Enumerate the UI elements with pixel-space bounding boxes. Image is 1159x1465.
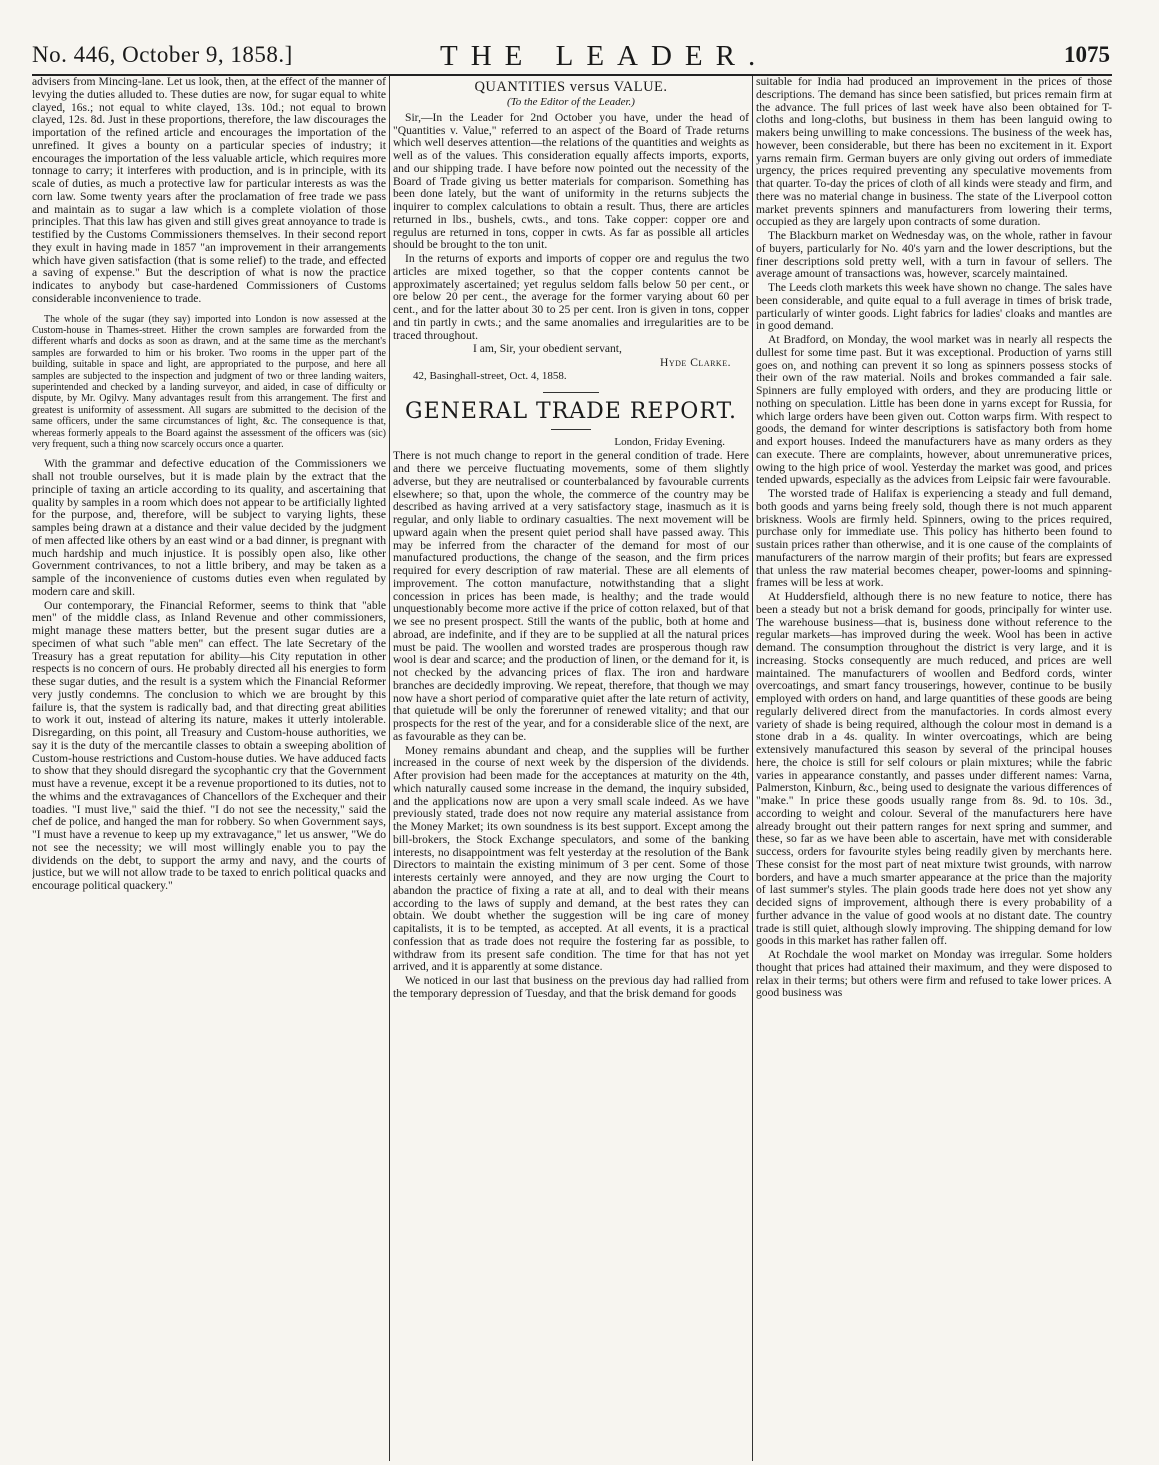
page-number: 1075 [1064, 42, 1110, 67]
letter-closing: I am, Sir, your obedient servant, [473, 342, 622, 356]
masthead [30, 40, 1110, 74]
paragraph: At Huddersfield, although there is no new feature to notice, there has been a steady but not a brisk demand for goods, principally for winter use. The warehouse business—that is, business done without reference to the regular markets—has improved during the week. Wool has been in active demand. The consumption throughout the district is very large, and it is increasing. Stocks consequently are much reduced, and prices are well maintained. The manufacturers of woollen and Bedford cords, winter overcoatings, and smart fancy trouserings, however, continue to be busily employed with orders on hand, and large quantities of these goods are being regularly delivered direct from the manufactories. In cords almost every variety of shade is being required, although the colour most in demand is a stone drab in a 4s. quality. In winter overcoatings, which are being extensively manufactured this season by several of the principal houses here, the choice is still for self colours or plain mixtures; while the fabric varies in appearance constantly, and passes under different names: Varna, Palmerston, Kinburn, &c., being used to designate the various differences of "make." In price these goods usually range from 8s. 9d. to 10s. 3d., according to weight and colour. Several of the manufacturers here have already brought out their pattern ranges for next spring and summer, and these, so far as we have been able to ascertain, have met with considerable success, orders for favourite styles being readily given by merchants here. These consist for the most part of neat mixture twist grounds, with narrow borders, and have a much smarter appearance at the price than the majority of last summer's styles. The plain goods trade here does not yet show any decided signs of improvement, although there is every probability of a further advance in the value of good wools at no distant date. The country trade is still quiet, although slowly improving. The shipping demand for low goods in this market has rather fallen off. [756, 590, 1112, 948]
paragraph: There is not much change to report in the general condition of trade. Here and there we perceive fluctuating movements, some of them slightly adverse, but they are neutralised or counterbalanced by favourable currents elsewhere; so that, upon the whole, the commerce of the country may be described as having arrived at a very satisfactory stage, inasmuch as it is regular, and only liable to ordinary casualties. The next movement will be upward again when the present quiet period shall have passed away. This may be inferred from the character of the demand for most of our manufactured productions, the change of the season, and the firm prices required for every description of raw material. These are all elements of improvement. The cotton manufacture, notwithstanding that a slight concession in prices has been made, is healthy; and the trade would unquestionably become more active if the price of cotton relaxed, but of that we see no present prospect. Still the wants of the public, both at home and abroad, are indefinite, and if they are to be supplied at all the natural prices must be paid. The woollen and worsted trades are prosperous though raw wool is dear and scarce; and the production of linen, or the demand for it, is not checked by the advancing prices of flax. The iron and hardware branches are decidedly improving. We repeat, therefore, that though we may now have a short period of comparative quiet after the late return of activity, that quietude will be only the forerunner of renewed vitality; and that our prospects for the rest of the year, and for a considerable slice of the next, are as favourable as they can be. [393, 449, 749, 743]
section-heading: GENERAL TRADE REPORT. [405, 398, 737, 424]
newspaper-title: THE LEADER. [440, 40, 769, 72]
column-divider [389, 76, 390, 1461]
column-1 [32, 76, 386, 1461]
paragraph: The worsted trade of Halifax is experiencing a steady and full demand, both goods and yarns being freely sold, though there is not much apparent briskness. Wools are firmly held. Spinners, owing to the prices required, purchase only for immediate use. This policy has hitherto been found to sustain prices rather than otherwise, and it is one cause of the complaints of manufacturers of the narrow margin of their profits; but fears are expressed that unless the raw material becomes cheaper, power-looms and spinning-frames will be less at work. [756, 487, 1112, 590]
paragraph: The Leeds cloth markets this week have shown no change. The sales have been considerable, and quite equal to a full average in times of brisk trade, particularly of winter goods. Light fabrics for ladies' cloaks and mantles are in good demand. [756, 281, 1112, 333]
paragraph: At Bradford, on Monday, the wool market was in nearly all respects the dullest for some time past. But it was exceptional. Production of yarns still goes on, and nothing can prevent it so long as spinners possess stocks of their own of the raw material. Noils and brokes commanded a fair sale. Spinners are fully employed with orders, and they are producing little or nothing on speculation. Little has been done in yarns except for Russia, for which large orders have been given out. Cotton warps firm. With respect to goods, the demand for winter descriptions is satisfactory both from home and export houses. Indeed the manufacturers have as many orders as they can execute. There are complaints, however, about unremunerative prices, owing to the high price of wool. Yesterday the market was good, and prices tended upwards, especially as the advices from Leipsic fair were favourable. [756, 333, 1112, 487]
section-separator [543, 392, 599, 393]
paragraph: suitable for India had produced an improvement in the prices of those descriptions. The demand has since been satisfied, but prices remain firm at the advance. The full prices of last week have also been obtained for T-cloths and long-cloths, but business in them has been languid owing to makers being unwilling to make concessions. The business of the week has, however, been considerable, but there has been no excitement in it. Export yarns remain firm. German buyers are only giving out orders of immediate urgency, the prices required preventing any speculative movements from that quarter. To-day the prices of cloth of all kinds were steady and firm, and there was no material change in business. The state of the Liverpool cotton market prevents spinners and manufacturers from lowering their terms, occupied as they are largely upon contracts of some duration. [756, 76, 1112, 229]
letter-address: 42, Basinghall-street, Oct. 4, 1858. [413, 369, 567, 382]
paragraph: At Rochdale the wool market on Monday was irregular. Some holders thought that prices had attained their maximum, and they were disposed to relax in their terms; but others were firm and refused to take lower prices. A good business was [756, 948, 1112, 1000]
column-3 [756, 76, 1112, 1461]
paragraph: Sir,—In the Leader for 2nd October you have, under the head of "Quantities v. Value," referred to an aspect of the Board of Trade returns which well deserves attention—the relations of the quantities and weights as well as of the values. This consideration equally affects imports, exports, and our shipping trade. I have before now pointed out the necessity of the Board of Trade giving us better materials for comparison. Something has been done lately, but the want of uniformity in the returns subjects the inquirer to complex calculations to obtain a result. Thus, there are articles returned in lbs., bushels, cwts., and tons. Take copper: copper ore and regulus are returned in tons, copper in cwts. As far as possible all articles should be brought to the ton unit. [393, 110, 749, 252]
quoted-extract: The whole of the sugar (they say) imported into London is now assessed at the Custom-house in Thames-street. Hither the crown samples are forwarded from the different wharfs and docks as soon as drawn, and at the same time as the merchant's samples are forwarded to him or his broker. Two rooms in the upper part of the building, suitable in space and light, are appropriated to the purpose, and here all samples are subjected to the inspection and judgment of two or three landing waiters, superintended and checked by a landing surveyor, and aided, in case of difficulty or dispute, by Mr. Ogilvy. Many advantages result from this arrangement. The first and greatest is uniformity of assessment. All sugars are submitted to the decision of the same officers, under the same circumstances of light, &c. The consequence is that, whereas formerly appeals to the Board against the assessment of the officers was (sic) very frequent, such a thing now scarcely occurs once a quarter. [32, 313, 386, 450]
paragraph: Money remains abundant and cheap, and the supplies will be further increased in the course of next week by the dispersion of the dividends. After provision had been made for the acceptances at maturity on the 4th, which naturally caused some increase in the demand, the inquiry subsided, and the applications now are upon a very small scale indeed. As we have previously stated, trade does not now require any material assistance from the Money Market; its own soundness is its best support. Except among the bill-brokers, the Stock Exchange speculators, and some of the banking interests, no disappointment was felt yesterday at the resolution of the Bank Directors to maintain the existing minimum of 3 per cent. Some of those interests certainly were annoyed, and they are now urging the Court to abandon the practice of fixing a rate at all, and to deal with their means according to the laws of supply and demand, at the best rates they can obtain. We doubt whether the suggestion will be ing care of money capitalists, it is to be tempted, as accepted. At all events, it is a practical confession that as trade does not require the fostering far as possible, to withdraw from its present safe condition. The time for that has not yet arrived, and it is apparently at some distance. [393, 743, 749, 974]
dateline: London, Friday Evening. [614, 435, 725, 448]
heading-rule [551, 429, 591, 430]
article-heading: QUANTITIES versus VALUE. [474, 79, 668, 95]
paragraph: We noticed in our last that business on the previous day had rallied from the temporary depression of Tuesday, and that the brisk demand for goods [393, 974, 749, 1000]
letter-signature: Hyde Clarke. [659, 356, 731, 369]
paragraph: In the returns of exports and imports of copper ore and regulus the two articles are mixed together, so that the copper contents cannot be approximately ascertained; yet regulus seldom falls below 50 per cent., or ore below 20 per cent., the average for the former varying about 60 per cent., and for the latter about 30 to 25 per cent. Iron is given in tons, copper and tin partly in cwts.; and the same anomalies and irregularities are to be traced throughout. [393, 252, 749, 342]
paragraph: Our contemporary, the Financial Reformer, seems to think that "able men" of the middle class, as Inland Revenue and other commissioners, might manage these matters better, but the present sugar duties are a specimen of what such "able men" can effect. The late Secretary of the Treasury has a great reputation for ability—his City reputation in other respects is no concern of ours. He probably directed all his energies to form these sugar duties, and the result is a system which the Financial Reformer very justly condemns. The conclusion to which we are brought by this failure is, that the system is radically bad, and that directing great abilities to work it out, instead of altering its nature, makes it utterly intolerable. Disregarding, on this point, all Treasury and Custom-house authorities, we say it is the duty of the mercantile classes to obtain a sweeping abolition of Custom-house restrictions and Custom-house duties. We have adduced facts to show that they should disregard the sycophantic cry that the Government must have a revenue, except it be a revenue proportioned to its duties, not to the whims and the extravagances of Chancellors of the Exchequer and their toadies. "I must live," said the thief. "I do not see the necessity," said the chef de police, and hanged the man for robbery. So when Government says, "I must have a revenue to keep up my extravagance," let us answer, "We do not see the necessity; we will most willingly enable you to pay the dividends on the debt, to support the army and navy, and the courts of justice, but we will not allow trade to be taxed to enrich political quacks and encourage political quackery." [32, 598, 386, 893]
paragraph: advisers from Mincing-lane. Let us look, then, at the effect of the manner of levying the duties alluded to. These duties are now, for sugar equal to white clayed, 16s.; not equal to white clayed, 13s. 10d.; not equal to brown clayed, 12s. 8d. Just in these proportions, therefore, the law discourages the importation of the refined article and encourages the importation of the unrefined. It gives a bounty on a particular species of industry; it encourages the importation of the less valuable article, which requires more tonnage to carry; it interferes with production, and is in principle, with its scale of duties, as much a protective law for particular interests as was the corn law. Some twenty years after the proclamation of free trade we pass and maintain as to sugar a law which is a complete violation of those principles. That this law has given and still gives great annoyance to trade is testified by the Customs Commissioners themselves. In their second report they exult in having made in 1857 "an improvement in their arrangements which have given satisfaction (that is some relief) to the trade, and effected a saving of expense." But the description of what is now the practice indicates to anybody but case-hardened Commissioners of Customs considerable inconvenience to trade. [32, 76, 386, 305]
paragraph: With the grammar and defective education of the Commissioners we shall not trouble ourselves, but it is made plain by the extract that the principle of taxing an article according to its quality, and ascertaining that quality by samples in a room which does not appear to be artificially lighted for the purpose, and, therefore, will be subject to varying lights, these samples being drawn at a distance and their value decided by the judgment of men affected like others by an east wind or a bad dinner, is pregnant with much hardship and much injustice. It is possibly open also, like other Government contrivances, to not a little bribery, and may be taken as a sample of the inconvenience of customs duties even when regulated by modern care and skill. [32, 457, 386, 598]
column-divider [752, 76, 753, 1461]
issue-line: No. 446, October 9, 1858.] [32, 42, 293, 67]
column-2 [393, 76, 749, 1461]
article-subheading: (To the Editor of the Leader.) [507, 96, 635, 108]
paragraph: The Blackburn market on Wednesday was, on the whole, rather in favour of buyers, particularly for No. 40's yarn and the lower descriptions, but the finer descriptions sold pretty well, with a turn in favour of sellers. The average amount of transactions was, however, scarcely maintained. [756, 229, 1112, 281]
